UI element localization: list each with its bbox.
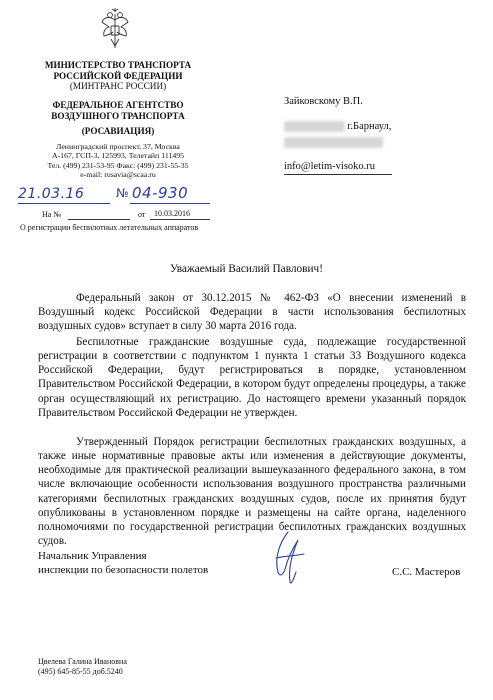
ref-date-line [150, 219, 210, 220]
address-line4: e-mail: rusavia@scaa.ru [80, 170, 156, 180]
redacted-street-line [284, 137, 383, 148]
addressee-city: г.Барнаул, [347, 121, 392, 132]
letter-subject: О регистрации беспилотных летательных аппаратов [20, 223, 199, 232]
handwritten-number: 04-930 [132, 184, 189, 202]
addressee-city-line [284, 121, 391, 132]
signatory-title-line2: инспекции по безопасности полетов [38, 564, 209, 576]
signatory-title [38, 549, 208, 577]
executor-name: Цвелева Галина Ивановна [38, 657, 127, 666]
email-underline [284, 174, 392, 175]
agency-short: (РОСАВИАЦИЯ) [81, 126, 155, 137]
agency-name [18, 100, 218, 137]
ref-no-line [68, 219, 130, 220]
ref-from-label: от [138, 210, 146, 219]
paragraph-1: Федеральный закон от 30.12.2015 № 462-ФЗ «О внесении изменений в Воздушный кодекс Российской Федерации в части использования беспилотных воздушных судов» вступает в силу 30 марта 2016 года. [38, 292, 466, 333]
redacted-address [284, 121, 345, 132]
ministry-line2: РОССИЙСКОЙ ФЕДЕРАЦИИ [53, 70, 183, 81]
agency-line2: ВОЗДУШНОГО ТРАНСПОРТА [51, 110, 185, 121]
signatory-title-line1: Начальник Управления [38, 550, 147, 562]
coat-of-arms-icon [100, 8, 130, 50]
ref-no-label: На № [42, 210, 61, 219]
paragraph-2: Беспилотные гражданские воздушные суда, подлежащие государственной регистрации в соответствии с подпунктом 1 пункта 1 статьи 33 Воздушного кодекса Российской Федерации, будут регистрироваться в порядке, установленном Правительством Российской Федерации, в котором будут определены процедуры, а также орган осуществляющий их регистрацию. До настоящего времени указанный порядок Правительством Российской Федерации не утвержден. [38, 336, 466, 419]
ministry-line1: МИНИСТЕРСТВО ТРАНСПОРТА [44, 60, 192, 70]
greeting: Уважаемый Василий Павлович! [170, 263, 323, 275]
ministry-short: (МИНТРАНС РОССИИ) [69, 81, 167, 92]
addressee-email: info@letim-visoko.ru [284, 161, 376, 172]
paragraph-3: Утвержденный Порядок регистрации беспилотных гражданских воздушных, а также иные нормативные правовые акты или изменения в действующие документы, необходимые для практической реализации вышеуказанного федерального закона, в том числе включающие особенности использования воздушного пространства различными категориями беспилотных гражданских воздушных судов, после их принятия будут опубликованы в установленном порядке и размещены на сайте органа, наделенного полномочиями по государственной регистрации беспилотных гражданских воздушных судов. [38, 436, 466, 548]
ref-date: 10.03.2016 [154, 209, 190, 218]
ministry-name [18, 60, 218, 92]
handwritten-signature [268, 528, 308, 592]
redacted-street [284, 137, 383, 148]
handwritten-no-prefix: № [116, 186, 129, 200]
agency-line1: ФЕДЕРАЛЬНОЕ АГЕНТСТВО [52, 100, 184, 110]
agency-address [18, 142, 218, 180]
number-underline [130, 203, 210, 204]
address-line2: А-167, ГСП-3, 125993, Телетайп 111495 [51, 151, 185, 161]
executor-phone: (495) 645-85-55 доб.5240 [38, 667, 123, 676]
address-line1: Ленинградский проспект, 37, Москва [56, 142, 180, 151]
address-line3: Тел. (499) 231-53-95 Факс: (499) 231-55-35 [47, 160, 189, 170]
addressee-name: Зайковскому В.П. [284, 96, 363, 107]
signatory-name: С.С. Мастеров [392, 566, 461, 578]
executor-info [38, 657, 127, 677]
handwritten-date: 21.03.16 [18, 186, 85, 202]
date-underline [18, 203, 110, 204]
